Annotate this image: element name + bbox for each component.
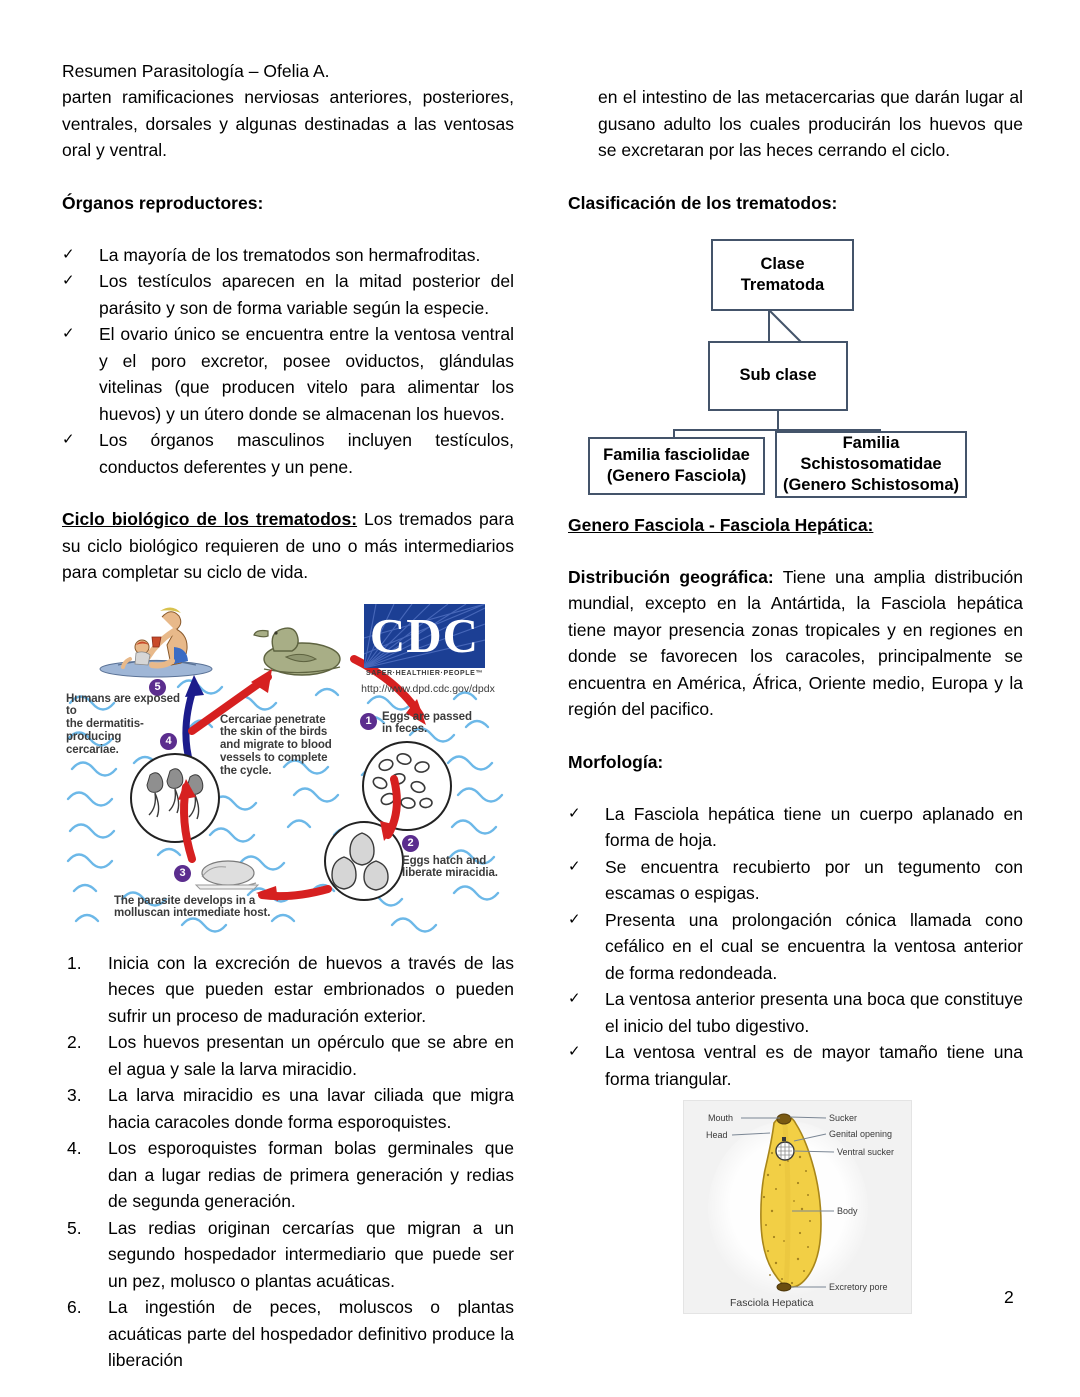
running-header: Resumen Parasitología – Ofelia A. <box>62 61 330 81</box>
list-item-text: La ingestión de peces, moluscos o plantas acuáticas parte del hospedador definitivo produce la liberación <box>108 1297 514 1370</box>
ciclo-biologico-text: Los tremados para su ciclo biológico requieren de uno o más intermediarios para completar su ciclo de vida. <box>62 509 515 582</box>
box-sub-clase <box>708 341 848 411</box>
box-line: Familia <box>842 433 900 452</box>
list-item-text: Los testículos aparecen en la mitad posterior del parásito y son de forma variable según la especie. <box>99 271 514 318</box>
list-item <box>62 268 514 321</box>
cdc-caption-4: Cercariae penetrate the skin of the birds and migrate to blood vessels to complete the cycle. <box>220 713 332 777</box>
list-item-text: La mayoría de los trematodos son hermafroditas. <box>99 244 481 265</box>
connector-line <box>777 411 779 431</box>
list-item-text: Las redias originan cercarías que migran a un segundo hospedador intermediario que puede ser un pez, molusco o plantas acuáticas. <box>108 1217 514 1291</box>
box-familia-fasciolidae <box>588 437 765 495</box>
box-line: Sub clase <box>739 366 817 384</box>
list-item <box>568 1039 1023 1092</box>
cdc-logo-tagline: SAFER·HEALTHIER·PEOPLE™ <box>365 669 484 677</box>
heading-clasificacion: Clasificación de los trematodos: <box>568 192 838 213</box>
list-item-text: Los órganos masculinos incluyen testículos, conductos deferentes y un pene. <box>99 430 514 477</box>
cdc-caption-5: Humans are exposed to the dermatitis-producing cercariae. <box>66 692 180 756</box>
cdc-step-number-1: 1 <box>360 713 377 730</box>
check-icon: ✓ <box>568 804 581 822</box>
list-item <box>62 1082 514 1135</box>
fasciola-label-body: Body <box>837 1206 858 1216</box>
list-item <box>62 1135 514 1215</box>
list-item-number: 4. <box>67 1138 82 1158</box>
check-icon: ✓ <box>62 325 75 342</box>
arrow-eggs-to-miracidia <box>370 775 410 845</box>
list-item-text: Inicia con la excreción de huevos a través de las heces que pueden estar embrionados o pueden sufrir un proceso de maduración exterior. <box>108 952 514 1026</box>
fasciola-caption: Fasciola Hepatica <box>730 1297 814 1309</box>
heading-genero-fasciola: Genero Fasciola - Fasciola Hepática: <box>568 514 874 535</box>
check-icon: ✓ <box>568 990 581 1007</box>
ciclo-biologico-paragraph <box>62 506 514 586</box>
list-item-text: Se encuentra recubierto por un tegumento con escamas o espigas. <box>605 856 1023 903</box>
fasciola-label-genital-opening: Genital opening <box>829 1129 893 1139</box>
ciclo-biologico-heading: Ciclo biológico de los trematodos: <box>62 509 358 529</box>
ciclo-numbered-list <box>62 950 514 1374</box>
cdc-logo <box>364 604 485 668</box>
list-item <box>568 986 1023 1039</box>
check-icon: ✓ <box>568 910 581 928</box>
list-item-text: El ovario único se encuentra entre la ventosa ventral y el poro excretor, posee oviductos, glándulas vitelinas (que producen vitelo para alimentar los huevos) y un útero donde se almacenan los huevos. <box>99 324 514 424</box>
box-clase-trematoda <box>711 239 854 311</box>
box-line: (Genero Schistosoma) <box>782 475 960 494</box>
cdc-step-number-4: 4 <box>160 733 177 750</box>
cdc-lifecycle-figure <box>62 599 509 937</box>
cdc-step-number-2: 2 <box>402 835 419 852</box>
organos-bullet-list <box>62 242 514 481</box>
continuation-paragraph: en el intestino de las metacercarias que darán lugar al gusano adulto los cuales producirán los huevos que se excretaran por las heces cerrando el ciclo. <box>598 87 1023 160</box>
list-item-number: 6. <box>67 1297 82 1317</box>
list-item-text: La ventosa ventral es de mayor tamaño tiene una forma triangular. <box>605 1042 1023 1089</box>
fasciola-label-ventral-sucker: Ventral sucker <box>837 1147 895 1157</box>
heading-organos-reproductores: Órganos reproductores: <box>62 192 264 213</box>
cdc-caption-3: The parasite develops in a molluscan intermediate host. <box>114 894 271 920</box>
fasciola-anatomy-figure <box>683 1100 912 1314</box>
list-item <box>62 427 514 480</box>
list-item <box>62 321 514 427</box>
cdc-logo-text: CDC <box>369 607 480 663</box>
distribucion-geografica-text: Tiene una amplia distribución mundial, excepto en la Antártida, la Fasciola hepática tiene mayor presencia zonas tropicales y en regiones en donde se favorecen los caracoles, principalmente se encuentra en América, África, Oriente medio, Europa y la región del pacifico. <box>568 566 1023 719</box>
arrow-snail-to-cercariae <box>166 775 210 865</box>
box-line: Clase <box>760 254 805 273</box>
right-column <box>568 84 1023 1092</box>
list-item-text: Presenta una prolongación cónica llamada cono cefálico en el cual se encuentra la ventosa anterior de forma redondeada. <box>605 909 1023 983</box>
list-item <box>62 950 514 1030</box>
morfologia-bullet-list <box>568 801 1023 1093</box>
list-item <box>568 907 1023 987</box>
list-item-number: 5. <box>67 1217 82 1238</box>
list-item-text: La larva miracidio es una lavar ciliada que migra hacia caracoles donde forma esporoquistes. <box>108 1085 514 1132</box>
box-line: Schistosomatidae <box>800 454 942 473</box>
list-item <box>62 242 514 269</box>
cdc-step-number-5: 5 <box>149 679 166 696</box>
list-item-text: La ventosa anterior presenta una boca que constituye el inicio del tubo digestivo. <box>605 989 1023 1036</box>
box-familia-schistosomatidae <box>775 431 967 498</box>
check-icon: ✓ <box>62 245 75 263</box>
connector-diagonal-line <box>768 309 802 343</box>
cdc-caption-2: Eggs hatch and liberate miracidia. <box>402 854 498 880</box>
left-column <box>62 58 514 1374</box>
distribucion-geografica-heading: Distribución geográfica: <box>568 566 774 587</box>
list-item-text: La Fasciola hepática tiene un cuerpo aplanado en forma de hoja. <box>605 803 1023 850</box>
check-icon: ✓ <box>62 431 75 448</box>
page-number: 2 <box>1004 1287 1014 1307</box>
check-icon: ✓ <box>62 272 75 289</box>
list-item <box>62 1029 514 1082</box>
fasciola-label-head: Head <box>706 1130 728 1140</box>
list-item-text: Los huevos presentan un opérculo que se abre en el agua y sale la larva miracidio. <box>108 1032 514 1079</box>
list-item <box>62 1215 514 1295</box>
box-line: Trematoda <box>740 275 825 294</box>
fasciola-label-excretory-pore: Excretory pore <box>829 1282 888 1292</box>
cdc-step-number-3: 3 <box>174 865 191 882</box>
intro-paragraph: parten ramificaciones nerviosas anteriores, posteriores, ventrales, dorsales y algunas destinadas a las ventosas oral y ventral. <box>62 87 514 160</box>
cdc-caption-1: Eggs are passed in feces. <box>382 710 472 736</box>
fasciola-label-sucker: Sucker <box>829 1113 858 1123</box>
fasciola-label-mouth: Mouth <box>708 1113 734 1123</box>
list-item-text: Los esporoquistes forman bolas germinales que dan a lugar redias de primera generación y redias de segunda generación. <box>108 1138 514 1211</box>
list-item-number: 1. <box>67 952 82 973</box>
list-item-number: 2. <box>67 1032 82 1052</box>
list-item-number: 3. <box>67 1085 82 1105</box>
distribucion-geografica-paragraph <box>568 564 1023 723</box>
list-item <box>568 801 1023 854</box>
fasciola-anatomy-illustration <box>684 1101 911 1313</box>
box-line: (Genero Fasciola) <box>606 466 747 485</box>
list-item <box>62 1294 514 1374</box>
box-line: Familia fasciolidae <box>603 445 750 464</box>
heading-morfologia: Morfología: <box>568 751 664 772</box>
list-item <box>568 854 1023 907</box>
classification-diagram <box>568 229 998 499</box>
check-icon: ✓ <box>568 857 581 875</box>
check-icon: ✓ <box>568 1043 581 1060</box>
cdc-logo-url: http://www.dpd.cdc.gov/dpdx <box>361 682 495 695</box>
